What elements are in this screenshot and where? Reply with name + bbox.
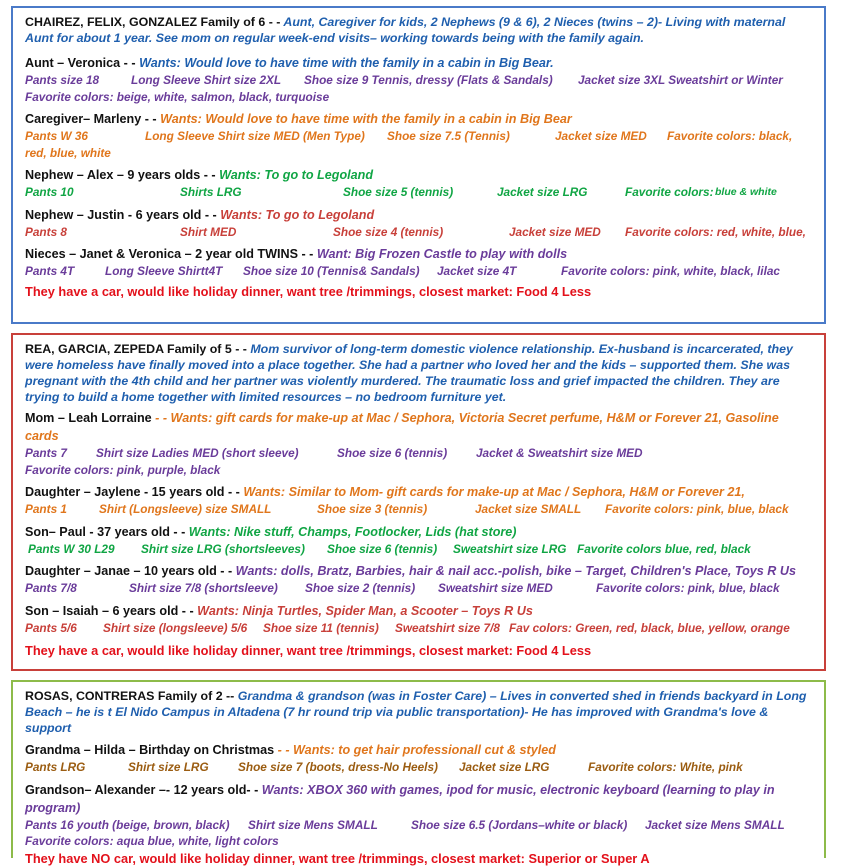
sizes-row: Pants 4T Long Sleeve Shirtt4T Shoe size 10 (Tennis& Sandals) Jacket size 4T Favorite colors: pink, white, black, lilac xyxy=(25,264,780,278)
member-son-paul: Son– Paul - 37 years old - - Wants: Nike stuff, Champs, Footlocker, Lids (hat store) xyxy=(25,524,517,539)
sizes-row: Pants 16 youth (beige, brown, black) Shirt size Mens SMALL Shoe size 6.5 (Jordans–white or black) Jacket size Mens SMALL xyxy=(25,817,785,832)
member-grandma-hilda: Grandma – Hilda – Birthday on Christmas - - Wants: to get hair professionall cut & styled xyxy=(25,743,556,757)
member-daughter-jaylene: Daughter – Jaylene - 15 years old - - Wants: Similar to Mom- gift cards for make-up at Mac / Sephora, H&M or Forever 21, xyxy=(25,485,745,499)
family-card-rea xyxy=(11,333,826,671)
member-grandson-alexander: Grandson– Alexander –- 12 years old- - Wants: XBOX 360 with games, ipod for music, electronic keyboard (learning to play in program) xyxy=(25,782,775,815)
member-nephew-justin: Nephew – Justin - 6 years old - - Wants: To go to Legoland xyxy=(25,207,375,222)
member-mom-leah: Mom – Leah Lorraine - - Wants: gift cards for make-up at Mac / Sephora, Victoria Secret perfume, H&M or Forever 21, Gasoline cards xyxy=(25,411,779,443)
family-header: CHAIREZ, FELIX, GONZALEZ Family of 6 - - Aunt, Caregiver for kids, 2 Nephews (9 & 6), 2 Nieces (twins – 2)- Living with maternal Aunt for about 1 year. See mom on regular week-end visits– working towards being with the family again. xyxy=(25,15,786,45)
member-daughter-janae: Daughter – Janae – 10 years old - - Wants: dolls, Bratz, Barbies, hair & nail acc.-polish, bike – Target, Children's Place, Toys R Us xyxy=(25,564,796,578)
sizes-row: Pants W 36 Long Sleeve Shirt size MED (Men Type) Shoe size 7.5 (Tennis) Jacket size MED Favorite colors: black, xyxy=(25,129,793,143)
member-caregiver-marleny: Caregiver– Marleny - - Wants: Would love to have time with the family in a cabin in Big Bear xyxy=(25,112,572,126)
family-header: ROSAS, CONTRERAS Family of 2 -- Grandma & grandson (was in Foster Care) – Lives in converted shed in friends backyard in Long Beach – he is t El Nido Campus in Altadena (7 hr round trip via public transportation)- He has improved with Grandma's love & support xyxy=(25,689,807,735)
sizes-row: Pants 5/6 Shirt size (longsleeve) 5/6 Shoe size 11 (tennis) Sweatshirt size 7/8 Fav colors: Green, red, black, blue, yellow, orange xyxy=(25,620,790,635)
family-header: REA, GARCIA, ZEPEDA Family of 5 - - Mom survivor of long-term domestic violence relationship. Ex-husband is incarcerated, they were homeless have finally moved into a place together. She had a partner who loved her and the kids – supported them. She was pregnant with the 4th child and her partner was violently murdered. The traumatic loss and grief impacted the children. They are trying to build a home together with limited resources – no bedroom furniture yet. xyxy=(25,342,793,404)
sizes-row: Pants 7 Shirt size Ladies MED (short sleeve) Shoe size 6 (tennis) Jacket & Sweatshirt size MED xyxy=(25,446,643,460)
favorite-colors: Favorite colors: pink, purple, black xyxy=(25,462,221,477)
member-aunt-veronica: Aunt – Veronica - - Wants: Would love to have time with the family in a cabin in Big Bear. xyxy=(25,56,554,70)
favorite-colors: Favorite colors: beige, white, salmon, black, turquoise xyxy=(25,89,330,104)
sizes-row: Pants 1 Shirt (Longsleeve) size SMALL Shoe size 3 (tennis) Jacket size SMALL Favorite colors: pink, blue, black xyxy=(25,502,789,516)
sizes-row: Pants 7/8 Shirt size 7/8 (shortsleeve) Shoe size 2 (tennis) Sweatshirt size MED Favorite colors: pink, blue, black xyxy=(25,581,780,595)
family-card-rosas xyxy=(11,680,826,866)
sizes-row: Pants 8 Shirt MED Shoe size 4 (tennis) Jacket size MED Favorite colors: red, white, blue, xyxy=(25,224,806,239)
member-nieces-twins: Nieces – Janet & Veronica – 2 year old TWINS - - Want: Big Frozen Castle to play with dolls xyxy=(25,247,568,261)
favorite-colors: Favorite colors: aqua blue, white, light colors xyxy=(25,834,279,848)
member-nephew-alex: Nephew – Alex – 9 years olds - - Wants: To go to Legoland xyxy=(25,168,374,182)
favorite-colors: red, blue, white xyxy=(25,145,111,160)
family-footer-note: They have a car, would like holiday dinner, want tree /trimmings, closest market: Food 4 Less xyxy=(25,643,592,658)
family-card-chairez xyxy=(11,6,826,324)
sizes-row: Pants W 30 L29 Shirt size LRG (shortsleeves) Shoe size 6 (tennis) Sweatshirt size LRG Favorite colors blue, red, black xyxy=(28,541,751,556)
member-son-isaiah: Son – Isaiah – 6 years old - - Wants: Ninja Turtles, Spider Man, a Scooter – Toys R Us xyxy=(25,603,533,618)
sizes-row: Pants LRG Shirt size LRG Shoe size 7 (boots, dress-No Heels) Jacket size LRG Favorite colors: White, pink xyxy=(25,760,743,774)
family-footer-note: They have a car, would like holiday dinner, want tree /trimmings, closest market: Food 4 Less xyxy=(25,283,592,299)
sizes-row: Pants size 18 Long Sleeve Shirt size 2XL Shoe size 9 Tennis, dressy (Flats & Sandals) Jacket size 3XL Sweatshirt or Winter xyxy=(25,73,783,87)
sizes-row: Pants 10 Shirts LRG Shoe size 5 (tennis) Jacket size LRG Favorite colors: blue & white xyxy=(25,185,777,199)
family-footer-note: They have NO car, would like holiday dinner, want tree /trimmings, closest market: Superior or Super A xyxy=(25,850,650,866)
